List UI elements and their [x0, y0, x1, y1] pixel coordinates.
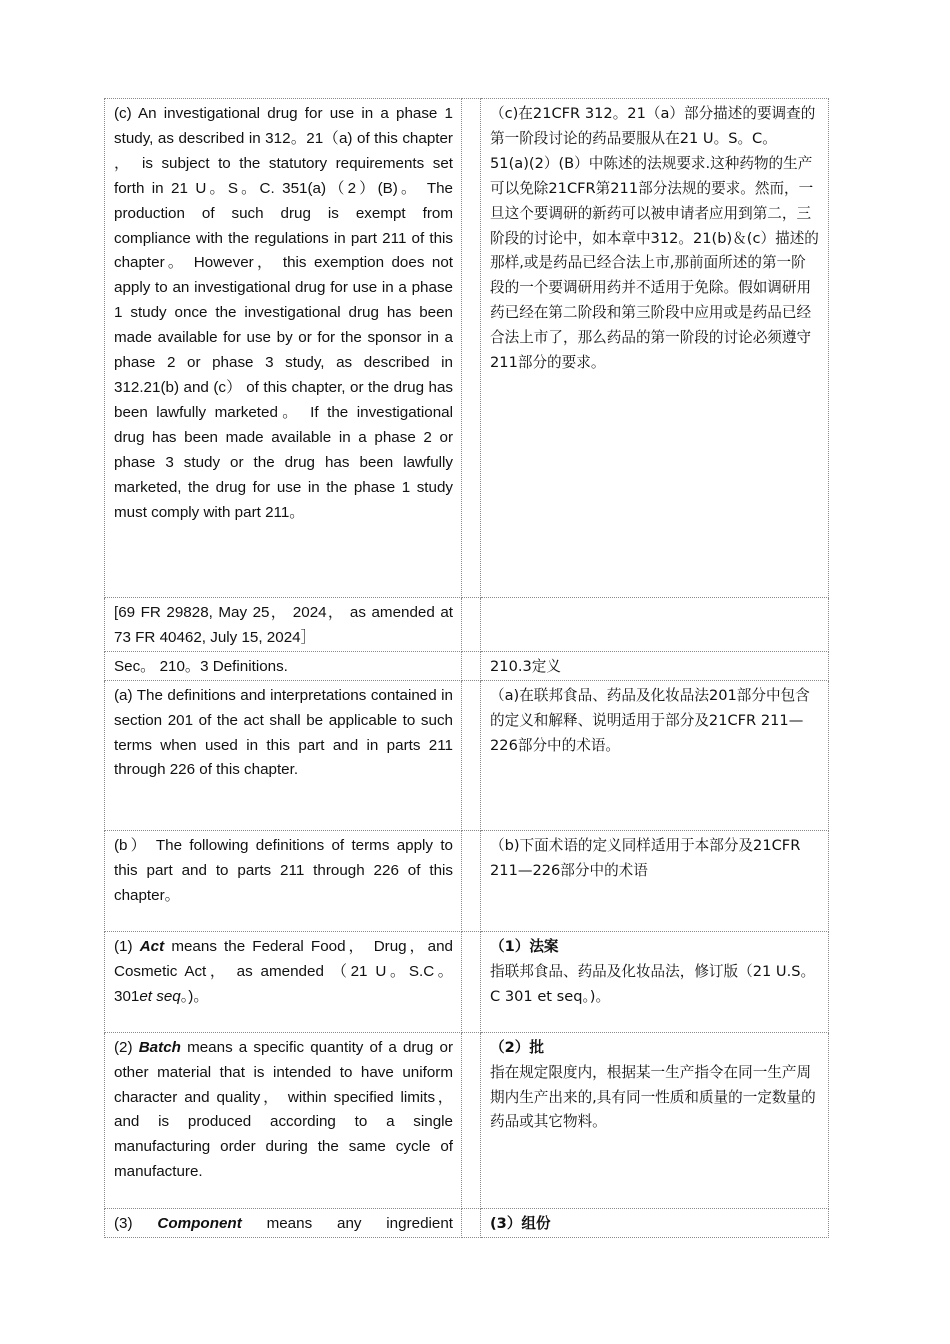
definition-number: (3)	[114, 1214, 158, 1232]
chinese-cell	[481, 99, 829, 598]
chinese-cell	[481, 598, 829, 652]
table-row	[105, 830, 829, 931]
definition-term-zh: （1）法案	[490, 937, 559, 955]
definition-term: Act	[139, 937, 165, 955]
definition-text-zh: 指在规定限度内，根据某一生产指令在同一生产周期内生产出来的,具有同一性质和质量的一定数量的药品或其它物料。	[490, 1063, 816, 1131]
english-cell	[105, 1208, 462, 1237]
english-text: [69 FR 29828, May 25， 2024， as amended at 73 FR 40462, July 15, 2024］	[114, 604, 453, 646]
definition-term-zh: (3）组份	[490, 1214, 551, 1232]
spacer-cell	[462, 931, 481, 1032]
english-cell	[105, 931, 462, 1032]
spacer-cell	[462, 1032, 481, 1208]
spacer-cell	[462, 651, 481, 680]
table-row	[105, 1032, 829, 1208]
chinese-cell	[481, 651, 829, 680]
definition-term-zh: （2）批	[490, 1038, 544, 1056]
section-heading-zh: 210.3定义	[490, 657, 561, 675]
definition-number: (2)	[114, 1038, 139, 1056]
english-cell	[105, 830, 462, 931]
bilingual-regulation-table	[104, 98, 829, 1238]
chinese-cell	[481, 830, 829, 931]
table-row	[105, 99, 829, 598]
definition-term: Batch	[138, 1038, 181, 1056]
chinese-cell	[481, 931, 829, 1032]
chinese-cell	[481, 1032, 829, 1208]
english-text: (c) An investigational drug for use in a phase 1 study, as described in 312。21（a) of this chapter ， is subject to the statutory requirements set forth in 21 U。S。C. 351(a)（2）(B)。 The production of such drug is exempt from compliance with the regulations in part 211 of this chapter。 However， this exemption does not apply to an investigational drug for use in a phase 1 study once the investigational drug has been made available for use by or for the sponsor in a phase 2 or phase 3 study, as described in 312.21(b) and (c） of this chapter, or the drug has been lawfully marketed。 If the investigational drug has been made available in a phase 2 or phase 3 study or the drug has been lawfully marketed, the drug for use in the phase 1 study must comply with part 211。	[114, 105, 453, 521]
english-cell	[105, 651, 462, 680]
chinese-text: （a)在联邦食品、药品及化妆品法201部分中包含的定义和解释、说明适用于部分及21CFR 211—226部分中的术语。	[490, 686, 810, 754]
english-cell	[105, 598, 462, 652]
table-row	[105, 598, 829, 652]
spacer-cell	[462, 1208, 481, 1237]
chinese-cell	[481, 1208, 829, 1237]
definition-term: Component	[157, 1214, 242, 1232]
definition-text-zh: 指联邦食品、药品及化妆品法，修订版（21 U.S。C 301 et seq。)。	[490, 962, 816, 1005]
definition-text: means a specific quantity of a drug or other material that is intended to have uniform character and quality， within specified limits， and is produced according to a single manufacturing order during the same cycle of manufacture.	[114, 1038, 454, 1181]
definition-italic: et seq	[139, 987, 181, 1005]
spacer-cell	[462, 680, 481, 830]
spacer-cell	[462, 830, 481, 931]
definition-text: means any ingredient	[241, 1214, 454, 1232]
chinese-text: （c)在21CFR 312。21（a）部分描述的要调查的第一阶段讨论的药品要服从在21 U。S。C。 51(a)(2）(B）中陈述的法规要求.这种药物的生产可以免除21CFR第211部分法规的要求。然而，一旦这个要调研的新药可以被申请者应用到第二，三阶段的讨论中，如本章中312。21(b)＆(c）描述的那样,或是药品已经合法上市,那前面所述的第一阶段的一个要调研用药并不适用于免除。假如调研用药已经在第二阶段和第三阶段中应用或是药品已经合法上市了，那么药品的第一阶段的讨论必须遵守211部分的要求。	[490, 105, 819, 372]
section-heading: Sec。 210。3 Definitions.	[114, 657, 288, 675]
english-text: (b） The following definitions of terms apply to this part and to parts 211 through 226 of this chapter。	[114, 836, 453, 904]
definition-suffix: 。)。	[180, 987, 209, 1005]
table-row	[105, 1208, 829, 1237]
table-row	[105, 680, 829, 830]
english-cell	[105, 1032, 462, 1208]
definition-text: means the Federal Food， Drug，and Cosmetic Act， as amended （21 U。S.C。 301	[114, 937, 453, 1005]
definition-number: (1)	[114, 937, 140, 955]
table-row	[105, 651, 829, 680]
chinese-text: （b)下面术语的定义同样适用于本部分及21CFR 211—226部分中的术语	[490, 836, 801, 879]
english-cell	[105, 99, 462, 598]
english-text: (a) The definitions and interpretations contained in section 201 of the act shall be applicable to such terms when used in this part and in parts 211 through 226 of this chapter.	[114, 686, 453, 779]
chinese-cell	[481, 680, 829, 830]
table-row	[105, 931, 829, 1032]
spacer-cell	[462, 598, 481, 652]
spacer-cell	[462, 99, 481, 598]
english-cell	[105, 680, 462, 830]
